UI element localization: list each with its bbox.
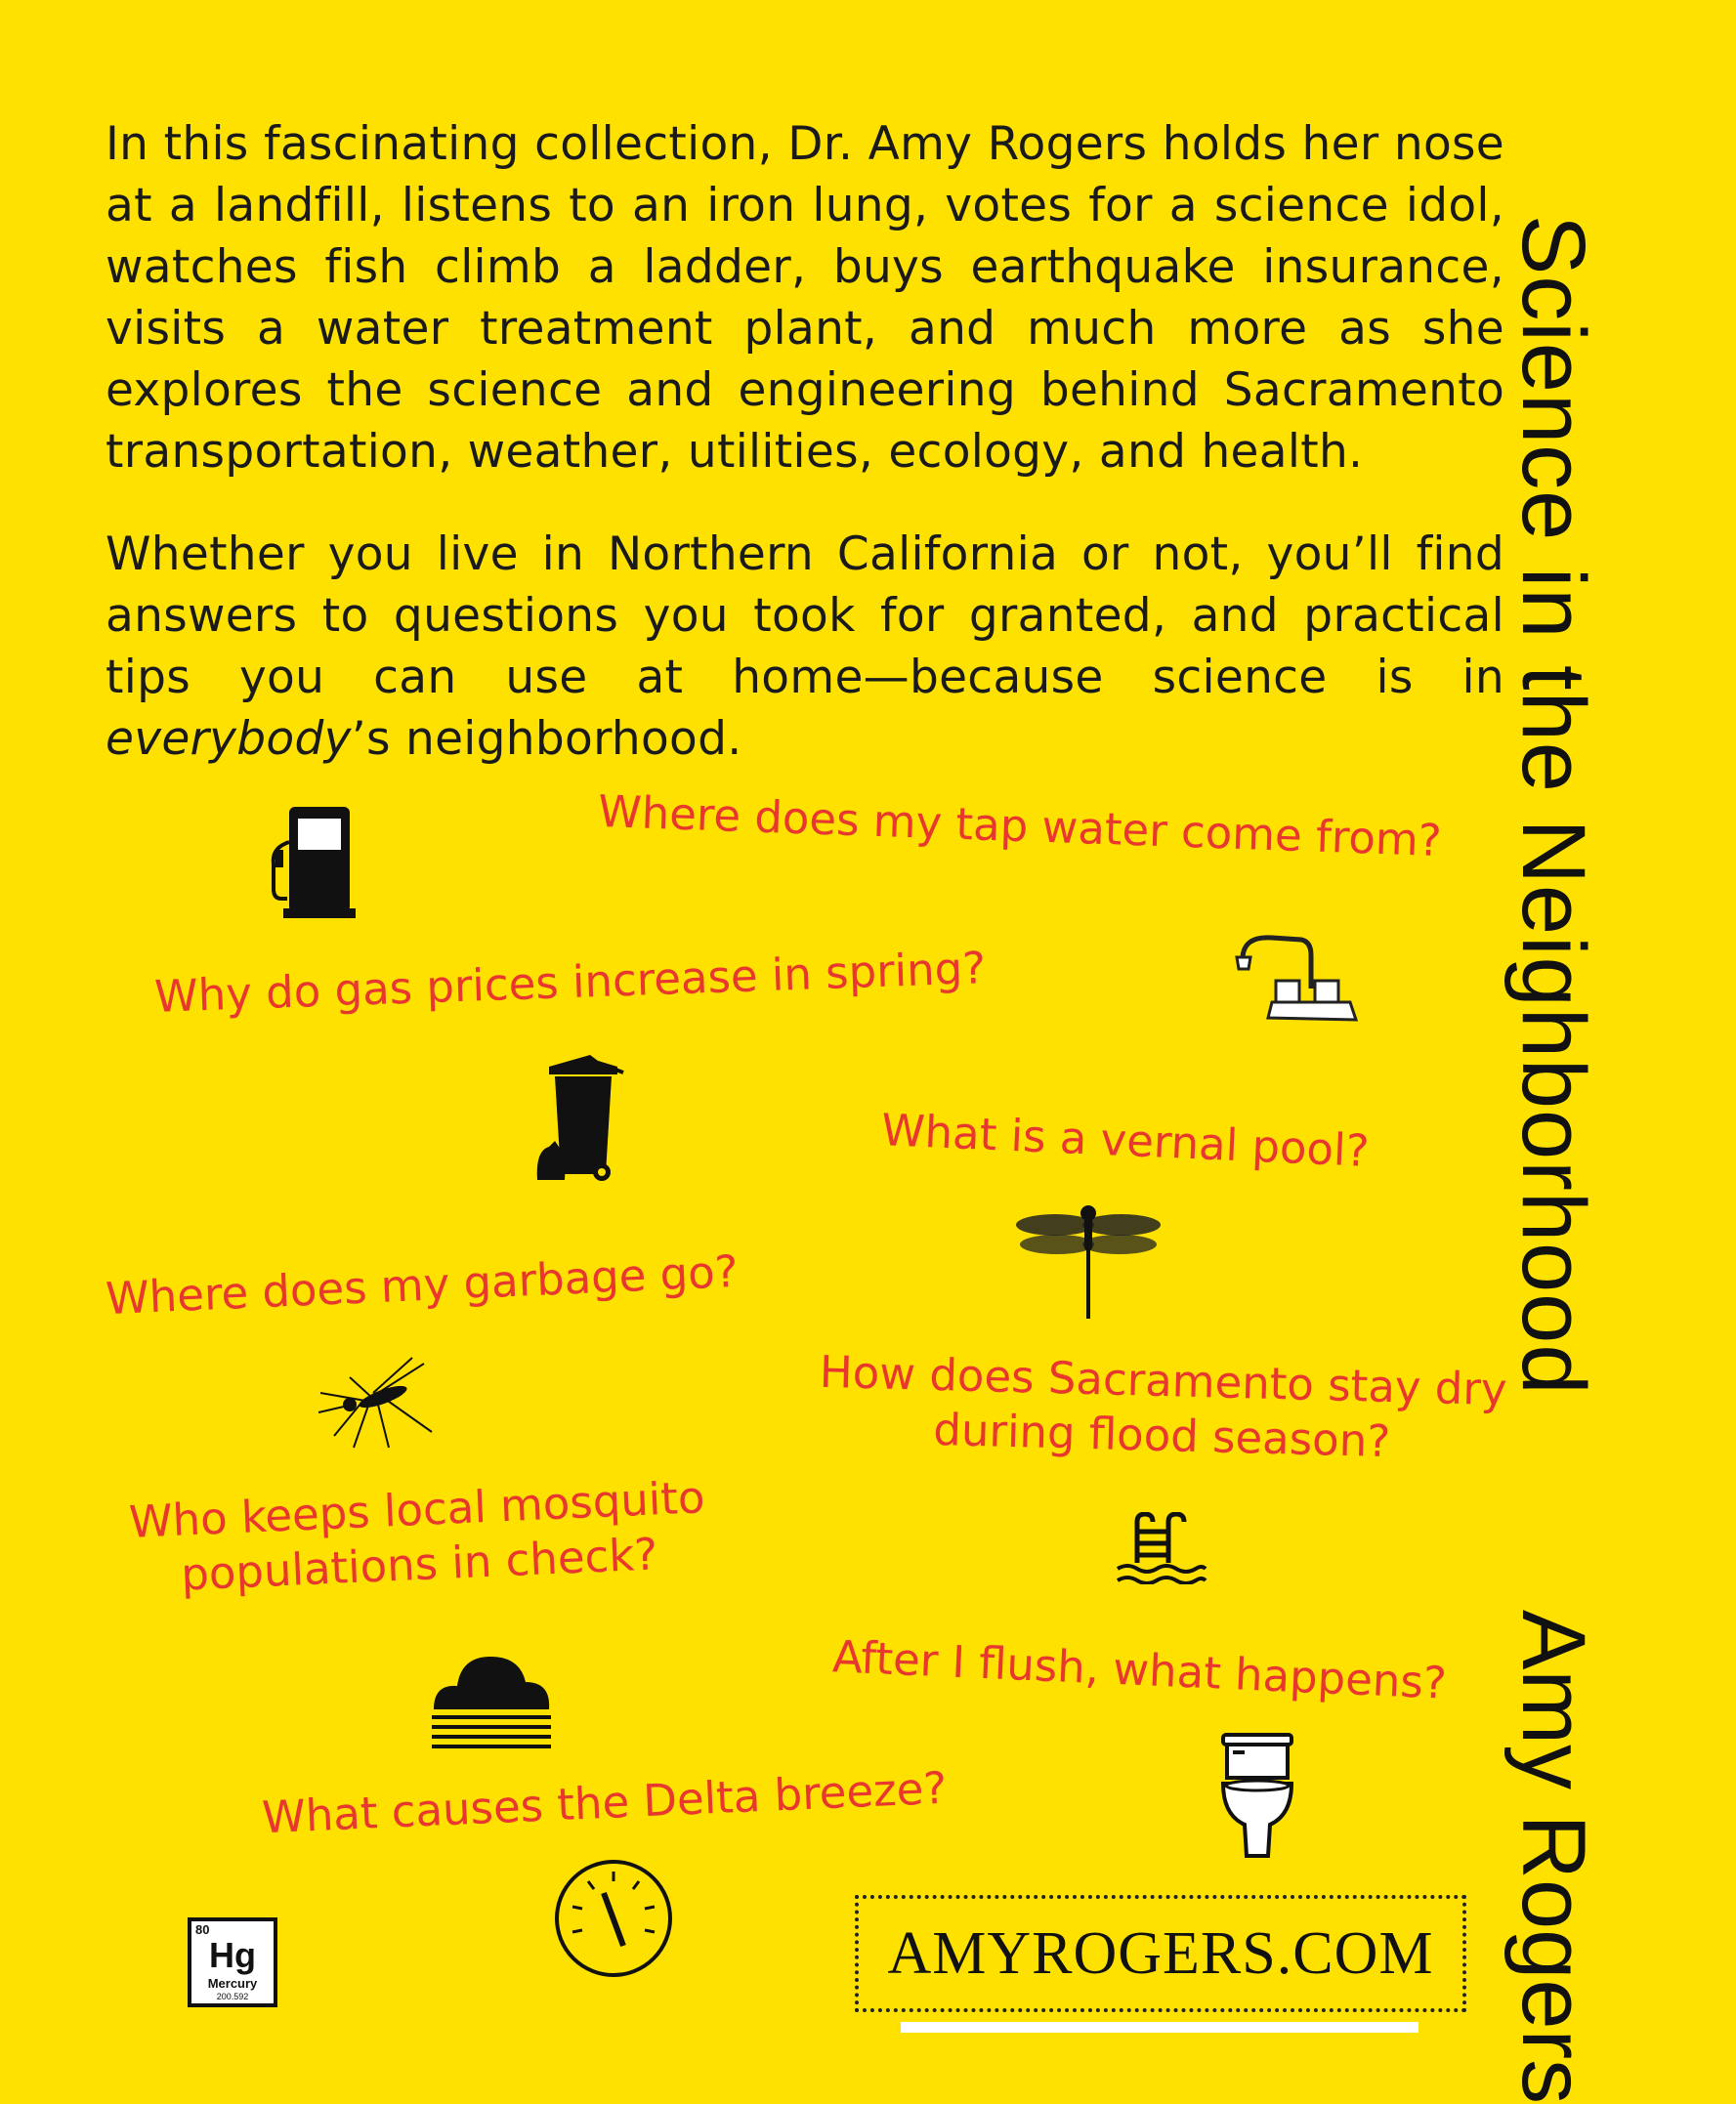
website-link[interactable]: AMYROGERS.COM	[855, 1895, 1466, 2012]
blurb-paragraph-2	[106, 524, 1504, 770]
blurb-p2-text: Whether you live in Northern California or not, you’ll find answers to questions you took for granted, and practical tips you can use at home—because science is in	[106, 527, 1504, 704]
question-flush: After I flush, what happens?	[831, 1630, 1448, 1709]
question-vernal-pool: What is a vernal pool?	[880, 1104, 1371, 1177]
mercury-atomic-number: 80	[195, 1922, 210, 1937]
compass-icon	[553, 1858, 674, 1979]
question-flood	[810, 1345, 1516, 1473]
mosquito-icon	[315, 1354, 438, 1450]
question-flood-line1: How does Sacramento stay dry	[819, 1345, 1508, 1416]
spine-author: Amy Rogers	[1503, 1610, 1603, 2104]
mercury-weight: 200.592	[216, 1992, 249, 2001]
question-mosquito	[123, 1470, 713, 1605]
barcode-area-edge	[901, 2022, 1418, 2033]
question-gas-prices: Why do gas prices increase in spring?	[153, 942, 987, 1023]
trash-bin-icon	[533, 1051, 625, 1186]
toilet-icon	[1219, 1733, 1295, 1862]
question-mosquito-line1: Who keeps local mosquito	[128, 1471, 706, 1548]
blurb-p2-emphasis: everybody	[106, 712, 352, 766]
blurb-paragraph-1: In this fascinating collection, Dr. Amy Rogers holds her nose at a landfill, listens to an iron lung, votes for a science idol, watches fish climb a ladder, buys earthquake insurance, visits a water treatment plant, and much more as she explores the science and engineering behind Sacramento transportation, weather, utilities, ecology, and health.	[106, 117, 1504, 479]
gas-pump-icon	[266, 805, 365, 920]
mercury-symbol: Hg	[209, 1935, 256, 1975]
question-delta-breeze: What causes the Delta breeze?	[261, 1761, 949, 1844]
mercury-name: Mercury	[207, 1976, 258, 1991]
mercury-element-tile	[188, 1917, 277, 2007]
fog-cloud-icon	[430, 1645, 553, 1750]
dragonfly-icon	[1012, 1199, 1164, 1321]
question-tap-water: Where does my tap water come from?	[597, 784, 1443, 867]
faucet-icon	[1233, 930, 1358, 1030]
spine-title: Science in the Neighborhood	[1503, 215, 1603, 1396]
question-flood-line2: during flood season?	[932, 1403, 1391, 1468]
question-garbage: Where does my garbage go?	[105, 1244, 740, 1326]
pool-ladder-icon	[1116, 1512, 1207, 1584]
question-mosquito-line2: populations in check?	[180, 1528, 659, 1601]
blurb-p2-end: ’s neighborhood.	[351, 712, 742, 766]
